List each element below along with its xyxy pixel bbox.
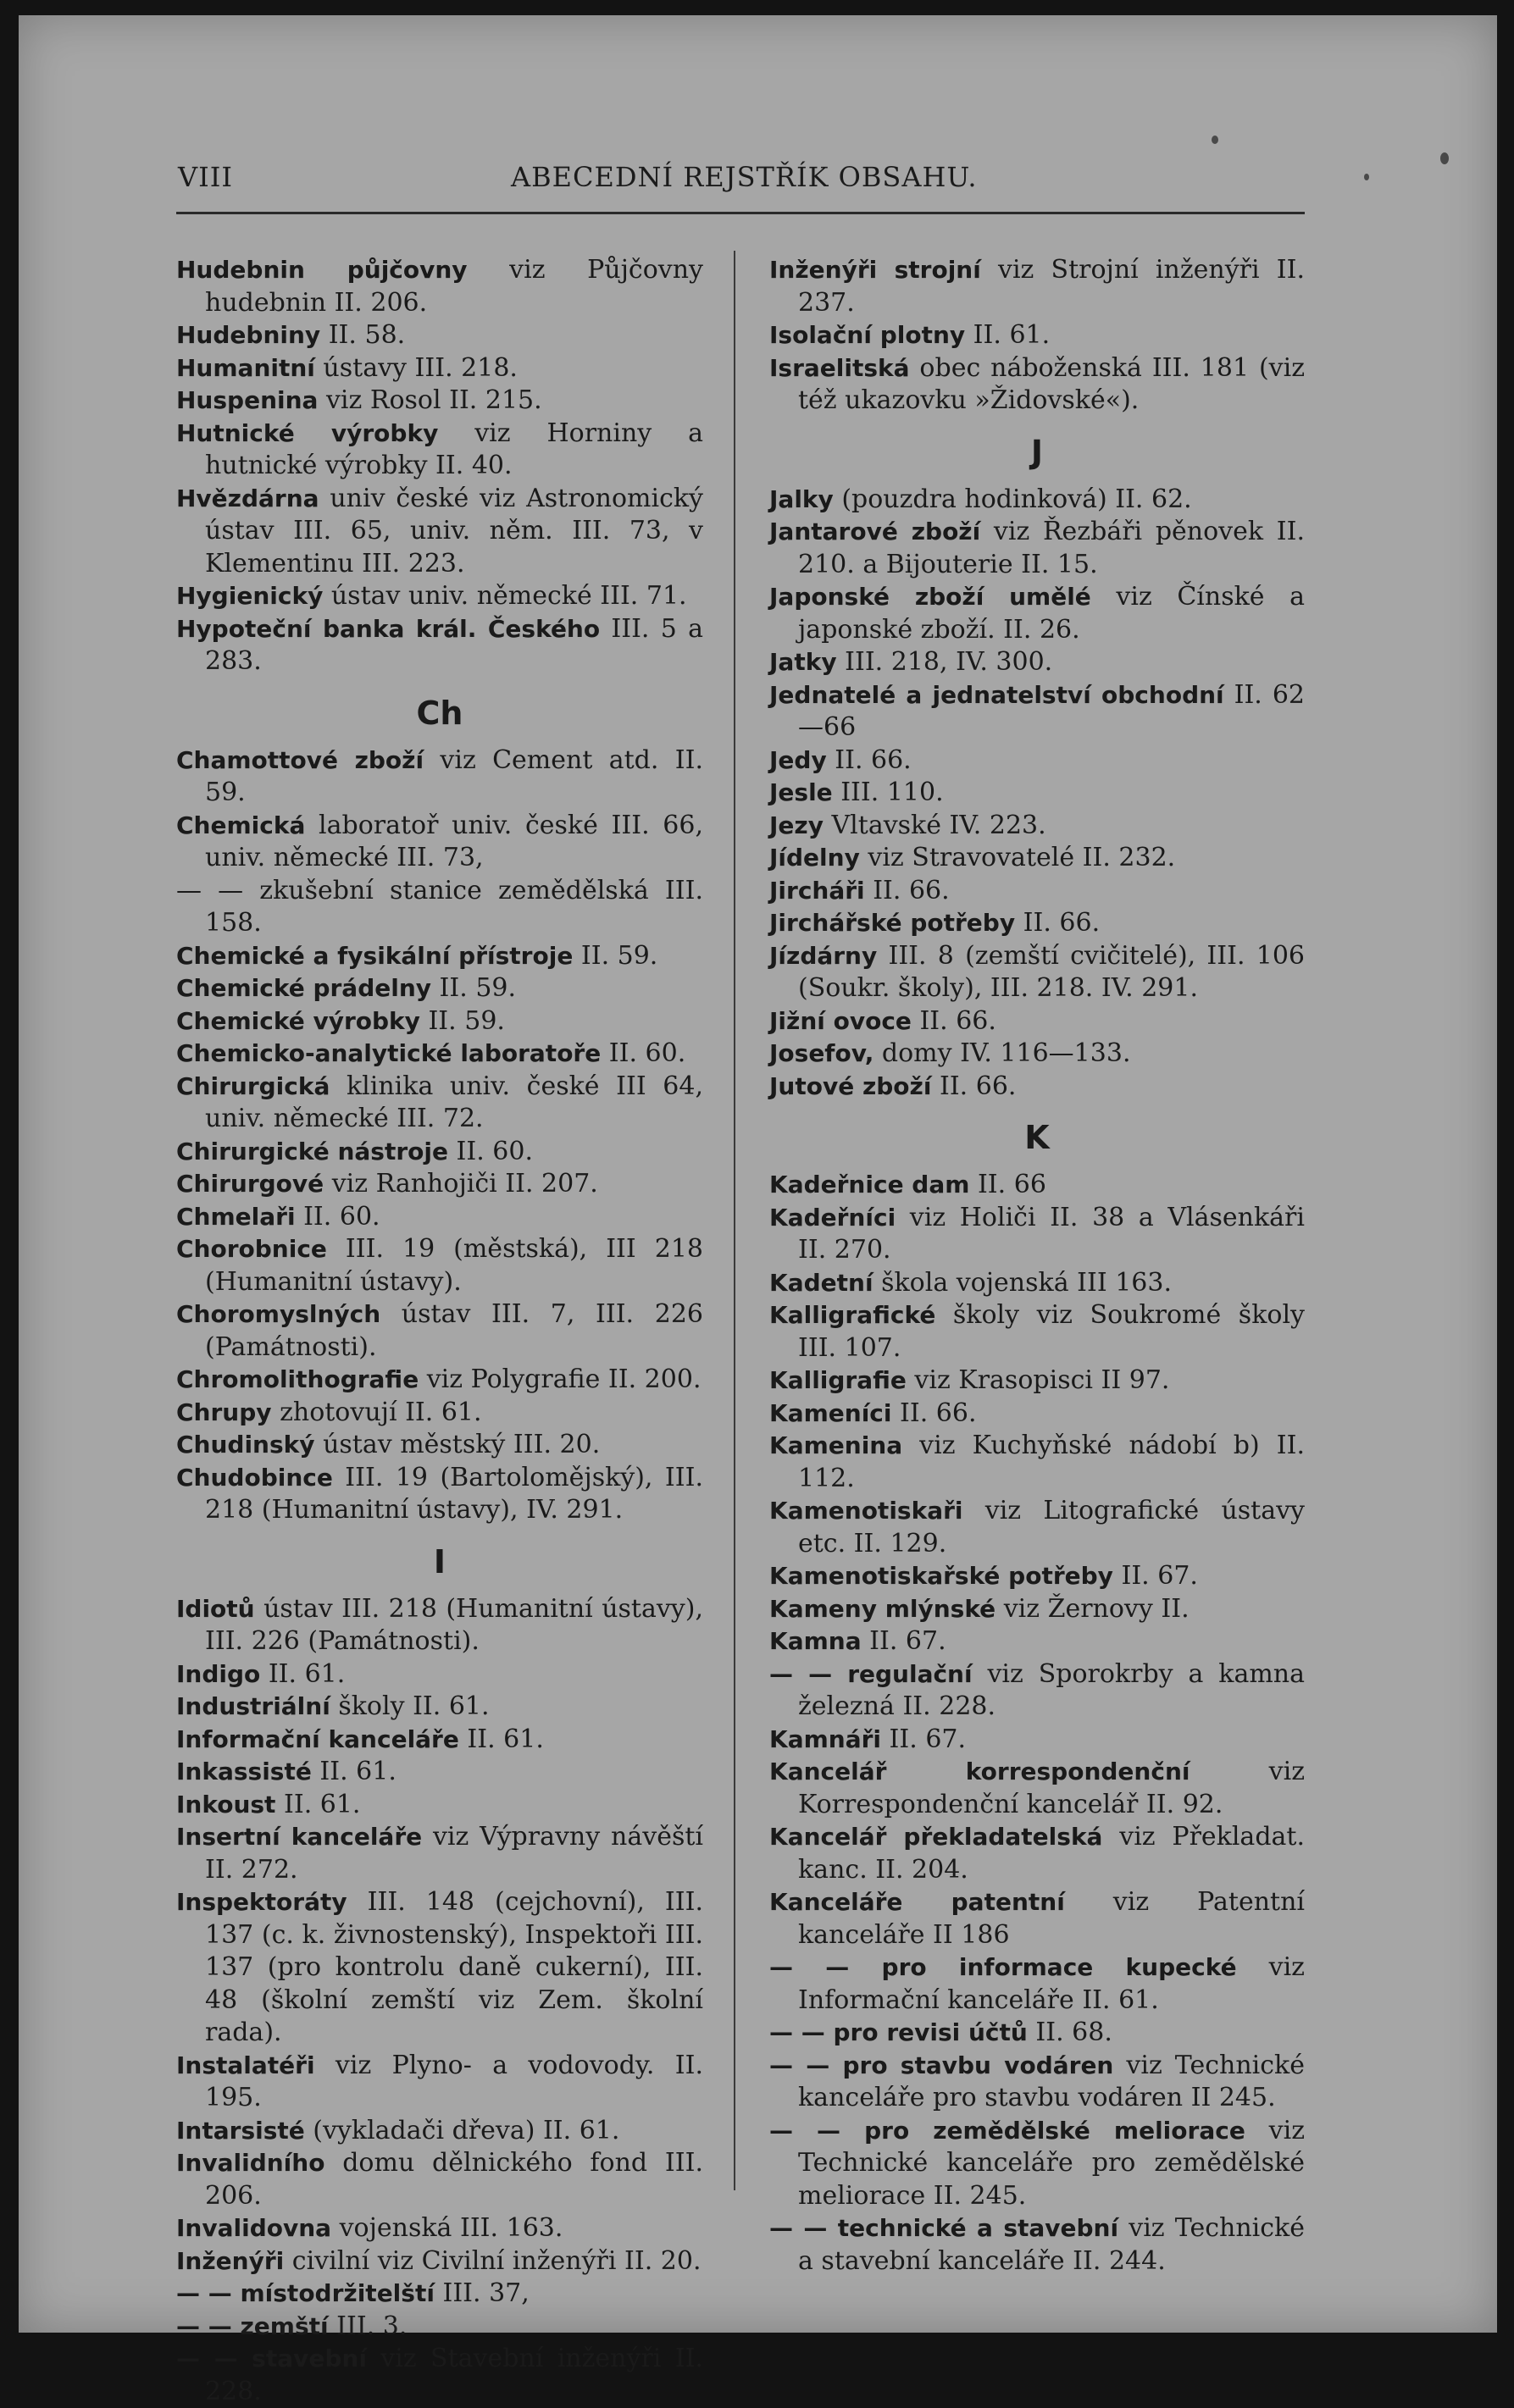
index-entry bbox=[769, 1886, 1305, 1951]
entry-heading: — — regulační bbox=[769, 1659, 973, 1688]
entry-reference: II. 60. bbox=[601, 1038, 686, 1068]
ink-spot bbox=[1440, 152, 1449, 164]
entry-heading: Instalatéři bbox=[176, 2051, 315, 2079]
entry-heading: Kamna bbox=[769, 1627, 862, 1655]
index-entry bbox=[176, 1756, 703, 1789]
entry-reference: školy II. 61. bbox=[330, 1691, 490, 1721]
entry-heading: Chemické prádelny bbox=[176, 974, 432, 1002]
entry-heading: Jirchářské potřeby bbox=[769, 909, 1016, 937]
entry-reference: viz Překladat. kanc. II. 204. bbox=[798, 1822, 1306, 1885]
index-entry bbox=[176, 483, 703, 581]
entry-reference: — — zkušební stanice zemědělská III. 158. bbox=[176, 875, 703, 938]
entry-heading: Hygienický bbox=[176, 582, 324, 610]
entry-heading: — — pro stavbu vodáren bbox=[769, 2051, 1114, 2079]
entry-heading: Informační kanceláře bbox=[176, 1724, 459, 1753]
header-rule bbox=[176, 212, 1305, 214]
entry-reference: viz Rosol II. 215. bbox=[318, 385, 542, 415]
entry-heading: Chudinský bbox=[176, 1431, 315, 1459]
entry-heading: Chamottové zboží bbox=[176, 745, 424, 774]
index-entry bbox=[769, 352, 1305, 418]
index-entry bbox=[769, 1724, 1305, 1757]
entry-heading: Kadeřnice dam bbox=[769, 1171, 970, 1198]
section-letter: I bbox=[433, 1542, 446, 1580]
entry-heading: Jantarové zboží bbox=[769, 518, 981, 545]
index-entry bbox=[176, 2212, 703, 2245]
index-entry bbox=[176, 1233, 703, 1298]
index-entry bbox=[769, 1365, 1305, 1398]
entry-heading: Kalligrafické bbox=[769, 1301, 936, 1329]
index-entry bbox=[176, 2147, 703, 2212]
entry-reference: II. 66. bbox=[1015, 908, 1101, 938]
index-entry bbox=[176, 940, 703, 973]
entry-heading: Josefov, bbox=[769, 1039, 874, 1067]
entry-reference: II. 66. bbox=[911, 1005, 996, 1036]
entry-heading: Chemické a fysikální přístroje bbox=[176, 941, 574, 970]
right-index-column bbox=[769, 254, 1305, 2278]
entry-reference: II. 61. bbox=[311, 1757, 397, 1786]
entry-reference: ústav III. 7, III. 226 (Památnosti). bbox=[205, 1299, 703, 1362]
entry-reference: III. 19 (městská), III 218 (Humanitní ústavy). bbox=[205, 1234, 703, 1297]
index-entry bbox=[176, 810, 703, 875]
index-entry bbox=[769, 875, 1305, 908]
entry-reference: III. 19 (Bartolomějský), III. 218 (Humanitní ústavy), IV. 291. bbox=[205, 1462, 703, 1525]
entry-heading: Chemické výrobky bbox=[176, 1006, 420, 1035]
entry-reference: viz Technické kanceláře pro zemědělské meliorace II. 245. bbox=[798, 2115, 1306, 2211]
entry-reference: viz Korrespondenční kancelář II. 92. bbox=[798, 1757, 1305, 1819]
index-entry bbox=[769, 1202, 1305, 1267]
entry-reference: III. 5 a 283. bbox=[205, 613, 703, 676]
entry-heading: Chirurgové bbox=[176, 1170, 324, 1198]
entry-heading: Invalidovna bbox=[176, 2214, 332, 2242]
index-entry bbox=[769, 1593, 1305, 1626]
entry-reference: II. 61. bbox=[260, 1658, 346, 1689]
entry-heading: Kalligrafie bbox=[769, 1366, 907, 1394]
entry-reference: II. 59. bbox=[431, 973, 517, 1003]
entry-reference: III. 218, IV. 300. bbox=[836, 647, 1053, 677]
page-header bbox=[178, 161, 1305, 203]
entry-heading: Inspektoráty bbox=[176, 1888, 347, 1916]
index-entry bbox=[176, 1593, 703, 1658]
entry-reference: II. 67. bbox=[861, 1626, 946, 1656]
entry-reference: civilní viz Civilní inženýři II. 20. bbox=[284, 2245, 702, 2276]
index-entry bbox=[769, 1756, 1305, 1821]
index-entry bbox=[769, 1267, 1305, 1300]
entry-reference: II. 66. bbox=[826, 745, 912, 775]
entry-reference: viz Holiči II. 38 a Vlásenkáři II. 270. bbox=[798, 1202, 1305, 1265]
entry-heading: — — zemští bbox=[176, 2311, 329, 2340]
entry-reference: škola vojenská III 163. bbox=[873, 1267, 1173, 1298]
index-entry bbox=[176, 875, 703, 940]
entry-heading: Inženýři bbox=[176, 2246, 285, 2275]
index-entry bbox=[176, 745, 703, 810]
entry-heading: Kancelář korrespondenční bbox=[769, 1758, 1190, 1785]
index-entry bbox=[769, 646, 1305, 679]
index-entry bbox=[769, 940, 1305, 1005]
entry-heading: Jedy bbox=[769, 745, 827, 774]
index-entry bbox=[176, 1038, 703, 1071]
entry-heading: Hvězdárna bbox=[176, 484, 319, 512]
entry-reference: viz Čínské a japonské zboží. II. 26. bbox=[798, 582, 1305, 645]
entry-heading: Kameny mlýnské bbox=[769, 1594, 996, 1623]
entry-reference: II. 60. bbox=[448, 1136, 534, 1166]
entry-reference: (vykladači dřeva) II. 61. bbox=[304, 2115, 620, 2145]
index-entry bbox=[769, 1625, 1305, 1658]
entry-reference: viz Stravovatelé II. 232. bbox=[859, 843, 1176, 872]
index-entry bbox=[769, 842, 1305, 875]
entry-reference: viz Patentní kanceláře II 186 bbox=[798, 1887, 1305, 1950]
index-entry bbox=[176, 2311, 703, 2344]
index-entry bbox=[176, 580, 703, 613]
entry-reference: ústavy III. 218. bbox=[314, 352, 518, 383]
page-title: ABECEDNÍ REJSTŘÍK OBSAHU. bbox=[511, 161, 978, 193]
entry-heading: Chemická bbox=[176, 811, 306, 839]
entry-heading: Inkoust bbox=[176, 1790, 276, 1818]
entry-heading: Kamenotiskaři bbox=[769, 1497, 963, 1525]
index-entry bbox=[176, 2245, 703, 2278]
index-entry bbox=[176, 1168, 703, 1201]
entry-reference: viz Ranhojiči II. 207. bbox=[324, 1169, 598, 1198]
page-number: VIII bbox=[178, 161, 234, 193]
entry-heading: Kamenotiskařské potřeby bbox=[769, 1562, 1113, 1590]
entry-heading: Jezy bbox=[769, 811, 824, 839]
index-entry bbox=[769, 2017, 1305, 2050]
index-entry bbox=[769, 484, 1305, 517]
entry-heading: Chudobince bbox=[176, 1463, 333, 1492]
entry-reference: univ české viz Astronomický ústav III. 65, univ. něm. III. 73, v Klementinu III. 223. bbox=[205, 483, 703, 578]
index-entry bbox=[176, 613, 703, 678]
entry-heading: — — pro informace kupecké bbox=[769, 1953, 1237, 1981]
index-entry bbox=[176, 2278, 703, 2311]
entry-heading: Inkassisté bbox=[176, 1758, 312, 1785]
entry-reference: viz Technické kanceláře pro stavbu vodáren II 245. bbox=[798, 2050, 1305, 2112]
entry-heading: Hypoteční banka král. Českého bbox=[176, 614, 601, 643]
entry-reference: ústav III. 218 (Humanitní ústavy), III. 226 (Památnosti). bbox=[205, 1593, 703, 1656]
index-entry bbox=[176, 1298, 703, 1364]
column-divider bbox=[734, 251, 735, 2190]
entry-heading: — — technické a stavební bbox=[769, 2214, 1119, 2242]
entry-heading: Jízdárny bbox=[769, 941, 878, 970]
section-letter: K bbox=[1024, 1119, 1050, 1156]
entry-heading: Kancelář překladatelská bbox=[769, 1823, 1103, 1851]
entry-heading: Kanceláře patentní bbox=[769, 1888, 1065, 1916]
entry-heading: Japonské zboží umělé bbox=[769, 583, 1091, 611]
entry-reference: laboratoř univ. české III. 66, univ. německé III. 73, bbox=[205, 810, 703, 872]
entry-heading: Jednatelé a jednatelství obchodní bbox=[769, 680, 1224, 709]
entry-reference: II. 61. bbox=[458, 1724, 544, 1754]
entry-reference: viz Výpravny návěští II. 272. bbox=[205, 1822, 703, 1885]
index-entry bbox=[769, 516, 1305, 581]
entry-heading: Kameníci bbox=[769, 1398, 892, 1427]
entry-heading: Kadetní bbox=[769, 1268, 873, 1297]
index-entry bbox=[769, 1821, 1305, 1886]
entry-heading: Chromolithografie bbox=[176, 1365, 419, 1393]
index-entry bbox=[769, 1495, 1305, 1560]
entry-heading: Idiotů bbox=[176, 1594, 255, 1623]
entry-heading: — — místodržitelští bbox=[176, 2279, 435, 2307]
entry-heading: Jalky bbox=[769, 484, 834, 513]
entry-heading: Jídelny bbox=[769, 844, 860, 872]
index-entry bbox=[176, 1397, 703, 1430]
entry-reference: viz Technické a stavební kanceláře II. 244. bbox=[798, 2213, 1305, 2276]
entry-heading: — — stavební bbox=[176, 2344, 367, 2372]
index-entry bbox=[176, 1429, 703, 1462]
entry-reference: II. 59. bbox=[573, 940, 658, 971]
index-entry bbox=[769, 745, 1305, 778]
index-entry bbox=[176, 1724, 703, 1757]
entry-heading: Chemicko-analytické laboratoře bbox=[176, 1039, 602, 1067]
entry-reference: viz Horniny a hutnické výrobky II. 40. bbox=[205, 418, 704, 480]
index-entry bbox=[176, 254, 703, 319]
index-entry bbox=[176, 1071, 703, 1136]
entry-heading: Jatky bbox=[769, 648, 837, 676]
entry-heading: Hudebniny bbox=[176, 321, 321, 349]
index-entry bbox=[769, 1071, 1305, 1104]
index-entry bbox=[769, 1169, 1305, 1202]
entry-reference: ústav univ. německé III. 71. bbox=[323, 581, 687, 611]
entry-heading: Intarsisté bbox=[176, 2116, 305, 2145]
entry-heading: Chirurgické nástroje bbox=[176, 1137, 448, 1165]
index-entry bbox=[769, 1398, 1305, 1431]
entry-heading: Chirurgická bbox=[176, 1071, 330, 1100]
entry-reference: II. 60. bbox=[295, 1201, 380, 1232]
entry-reference: vojenská III. 163. bbox=[331, 2213, 563, 2243]
index-entry bbox=[176, 1462, 703, 1527]
entry-heading: Jesle bbox=[769, 778, 833, 806]
index-entry bbox=[769, 319, 1305, 352]
entry-reference: obec náboženská III. 181 (viz též ukazovku »Židovské«). bbox=[798, 352, 1305, 415]
index-entry bbox=[176, 319, 703, 352]
entry-reference: III. 3. bbox=[328, 2311, 408, 2341]
index-entry bbox=[769, 2212, 1305, 2278]
entry-reference: II. 66. bbox=[931, 1071, 1017, 1101]
entry-heading: Hutnické výrobky bbox=[176, 418, 439, 447]
entry-reference: II. 58. bbox=[320, 320, 406, 350]
index-entry bbox=[769, 907, 1305, 940]
index-entry bbox=[769, 777, 1305, 810]
entry-reference: II. 68. bbox=[1027, 2018, 1112, 2047]
entry-heading: Chmelaři bbox=[176, 1202, 296, 1231]
entry-heading: Indigo bbox=[176, 1659, 261, 1688]
ink-spot bbox=[1364, 174, 1369, 180]
index-entry bbox=[769, 2050, 1305, 2115]
entry-heading: Insertní kanceláře bbox=[176, 1823, 423, 1851]
entry-reference: viz Kuchyňské nádobí b) II. 112. bbox=[798, 1431, 1305, 1493]
index-entry bbox=[176, 1886, 703, 2050]
entry-heading: Jutové zboží bbox=[769, 1071, 932, 1100]
index-entry bbox=[769, 2115, 1305, 2213]
entry-heading: Choromyslných bbox=[176, 1300, 381, 1328]
entry-reference: viz Litografické ústavy etc. II. 129. bbox=[798, 1496, 1305, 1558]
index-entry bbox=[176, 972, 703, 1005]
entry-heading: Jižní ovoce bbox=[769, 1006, 912, 1035]
entry-reference: viz Sporokrby a kamna železná II. 228. bbox=[798, 1658, 1305, 1721]
index-entry bbox=[176, 1364, 703, 1397]
index-entry bbox=[176, 352, 703, 385]
entry-reference: II. 66. bbox=[891, 1398, 977, 1428]
entry-reference: viz Plyno- a vodovody. II. 195. bbox=[205, 2050, 703, 2112]
entry-reference: II. 59. bbox=[419, 1005, 505, 1036]
entry-reference: viz Půjčovny hudebnin II. 206. bbox=[205, 255, 703, 318]
index-entry bbox=[769, 581, 1305, 646]
entry-reference: II. 67. bbox=[1112, 1561, 1198, 1591]
index-entry bbox=[769, 1005, 1305, 1038]
entry-reference: II. 61. bbox=[965, 320, 1051, 350]
ink-spot bbox=[1212, 136, 1218, 144]
entry-heading: — — pro zemědělské meliorace bbox=[769, 2116, 1245, 2145]
entry-heading: Kamnáři bbox=[769, 1724, 882, 1753]
entry-reference: viz Informační kanceláře II. 61. bbox=[798, 1952, 1305, 2015]
entry-reference: viz Krasopisci II 97. bbox=[906, 1365, 1170, 1395]
entry-heading: Humanitní bbox=[176, 353, 315, 382]
entry-reference: II. 66. bbox=[864, 875, 950, 905]
entry-reference: II. 67. bbox=[881, 1724, 967, 1754]
entry-reference: viz Cement atd. II. 59. bbox=[205, 745, 703, 807]
entry-heading: Jircháři bbox=[769, 876, 865, 905]
index-entry bbox=[176, 418, 703, 483]
index-entry bbox=[769, 1951, 1305, 2017]
index-entry bbox=[769, 1560, 1305, 1593]
entry-reference: viz Žernovy II. bbox=[995, 1593, 1190, 1624]
index-entry bbox=[769, 1038, 1305, 1071]
entry-heading: Hudebnin půjčovny bbox=[176, 256, 468, 284]
entry-heading: Huspenina bbox=[176, 386, 319, 414]
index-entry bbox=[176, 1658, 703, 1691]
index-entry bbox=[176, 2343, 703, 2408]
index-entry bbox=[176, 1005, 703, 1038]
entry-reference: viz Řezbáři pěnovek II. 210. a Bijouterie II. 15. bbox=[798, 517, 1306, 579]
entry-reference: II. 62—66 bbox=[798, 679, 1305, 742]
entry-reference: III. 148 (cejchovní), III. 137 (c. k. živnostenský), Inspektoři III. 137 (pro kontrolu daně cukerní), III. 48 (školní zemští viz Zem. školní rada). bbox=[205, 1887, 703, 2047]
entry-reference: II. 66 bbox=[969, 1170, 1046, 1199]
index-entry bbox=[769, 1299, 1305, 1365]
index-entry bbox=[769, 810, 1305, 843]
entry-reference: Vltavské IV. 223. bbox=[823, 810, 1046, 840]
entry-reference: domy IV. 116—133. bbox=[873, 1038, 1131, 1068]
entry-heading: Industriální bbox=[176, 1692, 330, 1720]
left-index-column bbox=[176, 254, 703, 2408]
entry-reference: zhotovují II. 61. bbox=[271, 1397, 482, 1427]
index-entry bbox=[176, 1821, 703, 1886]
index-entry bbox=[176, 1691, 703, 1724]
index-entry bbox=[769, 1430, 1305, 1495]
entry-reference: viz Strojní inženýři II. 237. bbox=[798, 255, 1306, 318]
entry-reference: ústav městský III. 20. bbox=[314, 1430, 601, 1459]
section-letter: Ch bbox=[416, 694, 463, 732]
entry-reference: viz Stavební inženýři II. 228. bbox=[205, 2344, 703, 2406]
index-entry bbox=[176, 385, 703, 418]
entry-reference: III. 37, bbox=[434, 2278, 530, 2308]
index-entry bbox=[769, 679, 1305, 745]
entry-heading: Kadeřníci bbox=[769, 1203, 896, 1232]
index-entry bbox=[176, 1136, 703, 1169]
entry-reference: II. 61. bbox=[275, 1789, 361, 1819]
index-entry bbox=[769, 1658, 1305, 1724]
entry-heading: Kamenina bbox=[769, 1431, 903, 1459]
index-entry bbox=[769, 254, 1305, 319]
index-entry bbox=[176, 2050, 703, 2115]
entry-heading: Inženýři strojní bbox=[769, 256, 981, 284]
index-entry bbox=[176, 1201, 703, 1234]
entry-heading: Israelitská bbox=[769, 353, 910, 382]
entry-reference: viz Polygrafie II. 200. bbox=[419, 1365, 702, 1394]
entry-heading: Isolační plotny bbox=[769, 321, 966, 349]
entry-reference: klinika univ. české III 64, univ. německé III. 72. bbox=[205, 1071, 703, 1133]
entry-reference: domu dělnického fond III. 206. bbox=[205, 2148, 703, 2211]
entry-reference: III. 8 (zemští cvičitelé), III. 106 (Soukr. školy), III. 218. IV. 291. bbox=[798, 940, 1305, 1003]
entry-heading: Chorobnice bbox=[176, 1235, 327, 1263]
index-entry bbox=[176, 1789, 703, 1822]
entry-heading: — — pro revisi účtů bbox=[769, 2018, 1028, 2046]
entry-reference: (pouzdra hodinková) II. 62. bbox=[833, 484, 1192, 514]
entry-reference: školy viz Soukromé školy III. 107. bbox=[798, 1300, 1305, 1363]
section-letter: J bbox=[1030, 433, 1044, 471]
entry-heading: Invalidního bbox=[176, 2149, 325, 2177]
entry-reference: III. 110. bbox=[832, 778, 944, 807]
index-entry bbox=[176, 2115, 703, 2148]
entry-heading: Chrupy bbox=[176, 1398, 272, 1426]
